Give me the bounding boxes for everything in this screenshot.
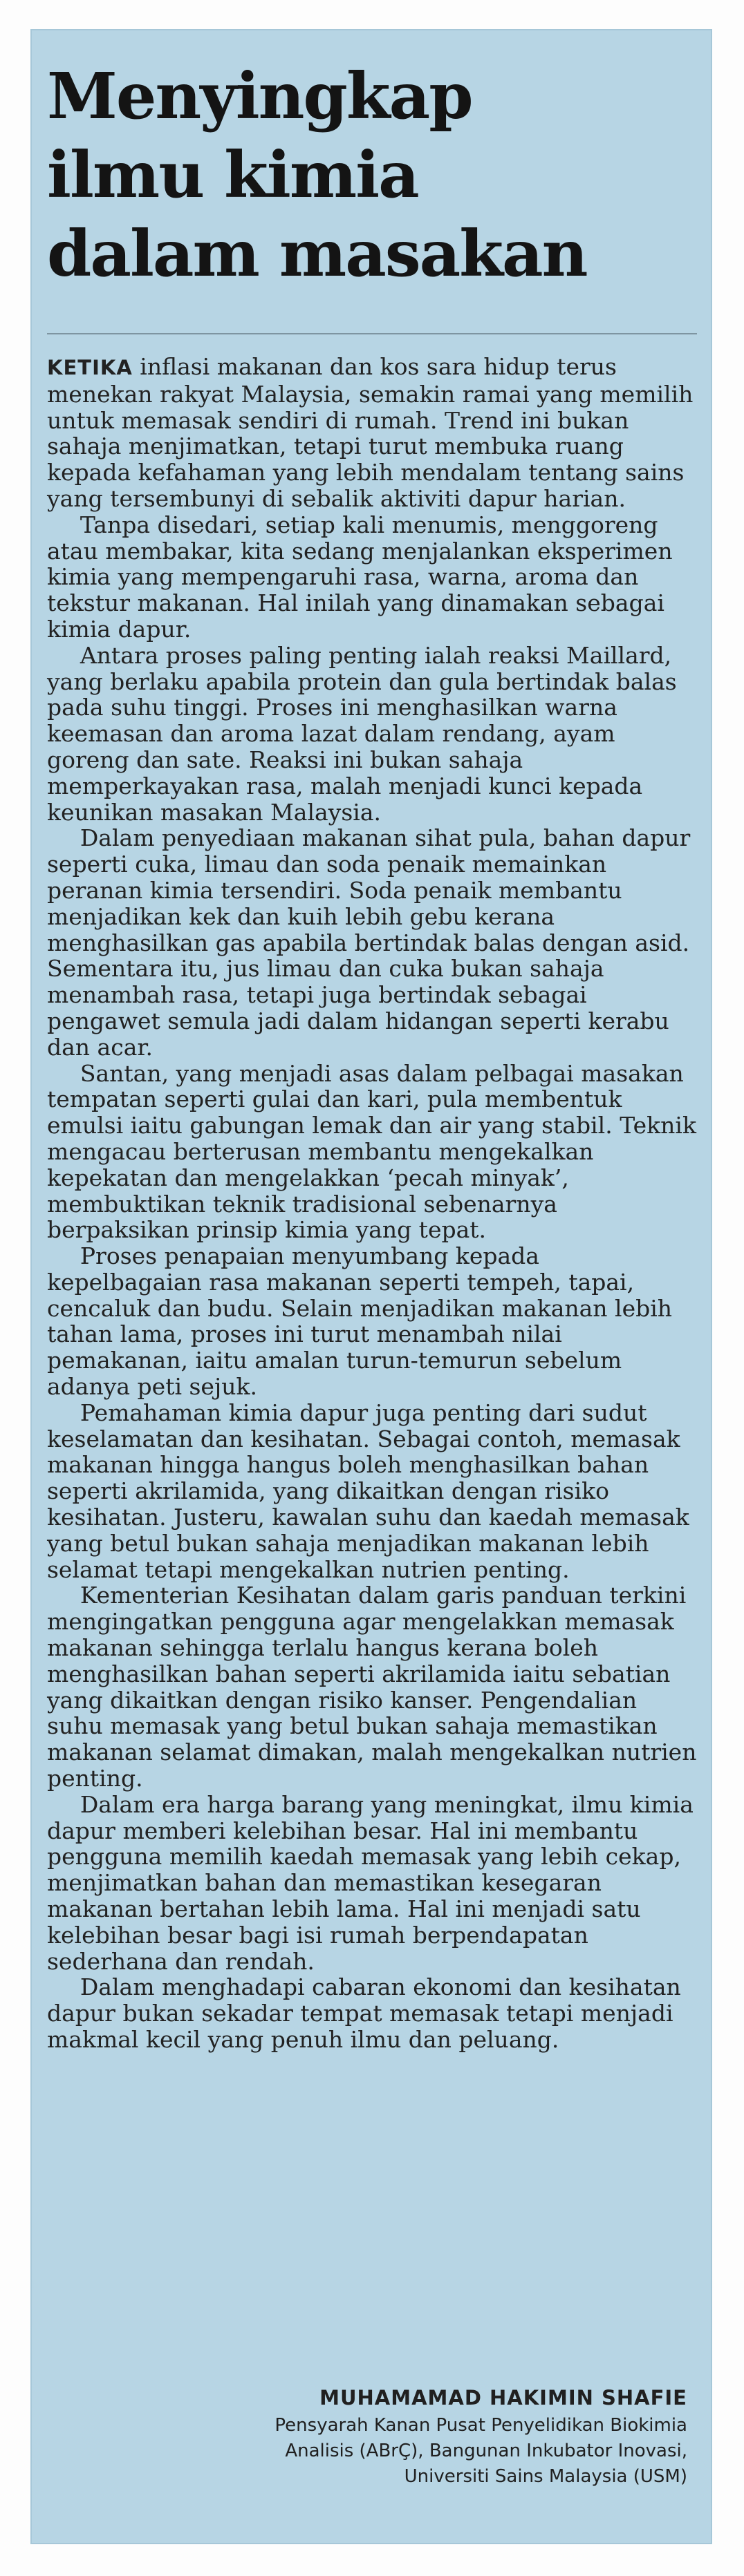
paragraph-10: Dalam menghadapi cabaran ekonomi dan kesihatan dapur bukan sekadar tempat memasak tetapi menjadi makmal kecil yang penuh ilmu dan peluang. [47, 1973, 681, 2053]
headline-line-3: dalam masakan [47, 216, 587, 291]
paragraph-3: Antara proses paling penting ialah reaksi Maillard, yang berlaku apabila protein dan gula bertindak balas pada suhu tinggi. Proses ini menghasilkan warna keemasan dan aroma lazat dalam rendang, ayam goreng dan sate. Reaksi ini bukan sahaja memperkayakan rasa, malah menjadi kunci kepada keunikan masakan Malaysia. [47, 641, 677, 826]
headline-line-1: Menyingkap [47, 59, 472, 133]
author-byline [65, 2383, 687, 2490]
newspaper-clipping [30, 29, 712, 2544]
paragraph-2: Tanpa disedari, setiap kali menumis, menggoreng atau membakar, kita sedang menjalankan eksperimen kimia yang mempengaruhi rasa, warna, aroma dan tekstur makanan. Hal inilah yang dinamakan sebagai kimia dapur. [47, 511, 673, 643]
author-name: MUHAMAMAD HAKIMIN SHAFIE [319, 2386, 687, 2409]
author-affiliation [65, 2413, 687, 2490]
headline-line-2: ilmu kimia [47, 138, 418, 212]
paragraph-5: Santan, yang menjadi asas dalam pelbagai masakan tempatan seperti gulai dan kari, pula membentuk emulsi iaitu gabungan lemak dan air yang stabil. Teknik mengacau berterusan membantu mengekalkan kepekatan dan mengelakkan ‘pecah minyak’, membuktikan teknik tradisional sebenarnya berpaksikan prinsip kimia yang tepat. [47, 1059, 696, 1244]
paragraph-1 [47, 354, 697, 512]
lead-word: KETIKA [47, 356, 133, 379]
paragraph-7: Pemahaman kimia dapur juga penting dari sudut keselamatan dan kesihatan. Sebagai contoh, memasak makanan hingga hangus boleh menghasilkan bahan seperti akrilamida, yang dikaitkan dengan risiko kesihatan. Justeru, kawalan suhu dan kaedah memasak yang betul bukan sahaja menjadikan makanan lebih selamat tetapi mengekalkan nutrien penting. [47, 1399, 689, 1583]
affiliation-line-3: Universiti Sains Malaysia (USM) [404, 2466, 687, 2487]
paragraph-6: Proses penapaian menyumbang kepada kepelbagaian rasa makanan seperti tempeh, tapai, cencaluk dan budu. Selain menjadikan makanan lebih tahan lama, proses ini turut menambah nilai pemakanan, iaitu amalan turun-temurun sebelum adanya peti sejuk. [47, 1242, 673, 1401]
article-body [47, 354, 697, 2053]
headline-divider [47, 333, 697, 334]
paragraph-1-text: inflasi makanan dan kos sara hidup terus menekan rakyat Malaysia, semakin ramai yang memilih untuk memasak sendiri di rumah. Trend ini bukan sahaja menjimatkan, tetapi turut membuka ruang kepada kefahaman yang lebih mendalam tentang sains yang tersembunyi di sebalik aktiviti dapur harian. [47, 353, 694, 512]
paragraph-4: Dalam penyediaan makanan sihat pula, bahan dapur seperti cuka, limau dan soda penaik memainkan peranan kimia tersendiri. Soda penaik membantu menjadikan kek dan kuih lebih gebu kerana menghasilkan gas apabila bertindak balas dengan asid. Sementara itu, jus limau dan cuka bukan sahaja menambah rasa, tetapi juga bertindak sebagai pengawet semula jadi dalam hidangan seperti kerabu dan acar. [47, 824, 691, 1061]
affiliation-line-2: Analisis (ABrÇ), Bangunan Inkubator Inovasi, [285, 2441, 687, 2461]
paragraph-8: Kementerian Kesihatan dalam garis panduan terkini mengingatkan pengguna agar mengelakkan memasak makanan sehingga terlalu hangus kerana boleh menghasilkan bahan seperti akrilamida iaitu sebatian yang dikaitkan dengan risiko kanser. Pengendalian suhu memasak yang betul bukan sahaja memastikan makanan selamat dimakan, malah mengekalkan nutrien penting. [47, 1582, 697, 1792]
paragraph-9: Dalam era harga barang yang meningkat, ilmu kimia dapur memberi kelebihan besar. Hal ini membantu pengguna memilih kaedah memasak yang lebih cekap, menjimatkan bahan dan memastikan kesegaran makanan bertahan lebih lama. Hal ini menjadi satu kelebihan besar bagi isi rumah berpendapatan sederhana dan rendah. [47, 1790, 694, 1975]
affiliation-line-1: Pensyarah Kanan Pusat Penyelidikan Biokimia [275, 2415, 687, 2436]
article-headline [47, 57, 697, 293]
